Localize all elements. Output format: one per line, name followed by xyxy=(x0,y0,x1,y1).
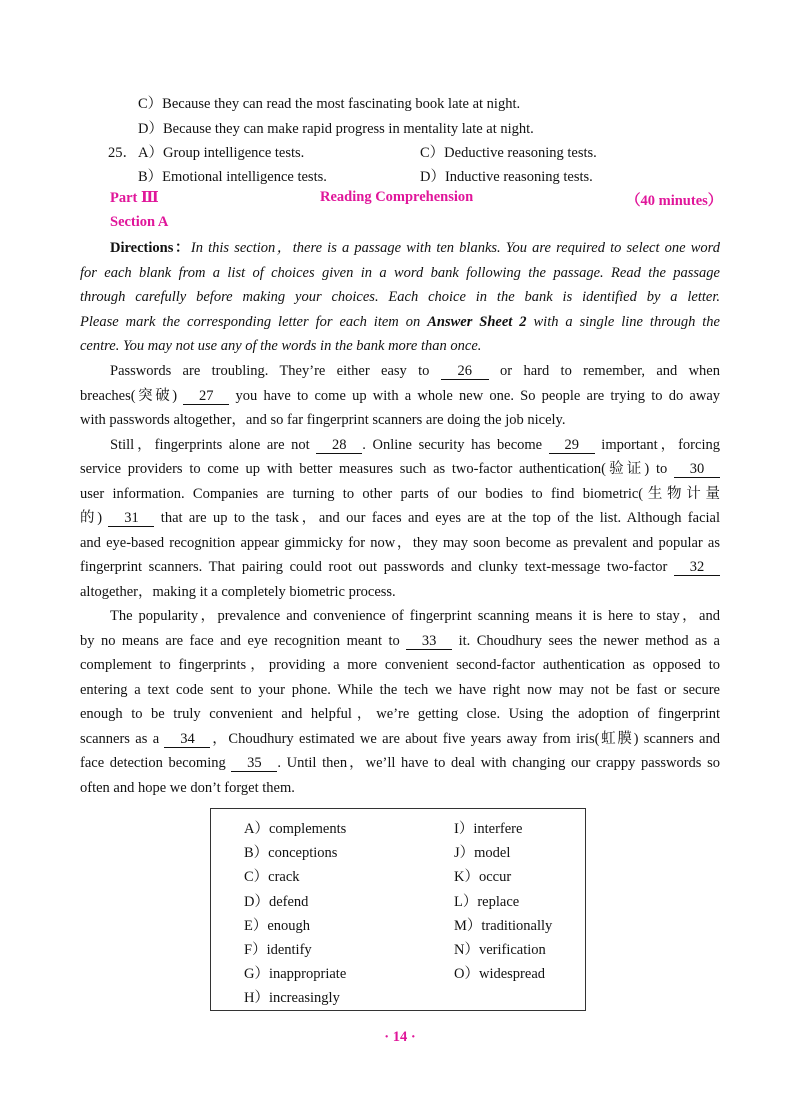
passage-text: Still，fingerprints alone are not xyxy=(110,437,317,453)
page-number: · 14 · xyxy=(384,1029,416,1045)
blank-32: 32 xyxy=(674,559,720,576)
passage-text: . Online security has become xyxy=(362,437,549,453)
word-bank-item: O）widespread xyxy=(454,966,546,983)
passage-text: altogether，making it a completely biometric process. xyxy=(80,584,396,600)
word-bank-item: E）enough xyxy=(244,917,311,934)
word-bank-item: F）identify xyxy=(244,941,312,958)
directions-line: In this section，there is a passage with ten blanks. You are required to select one word xyxy=(190,240,720,256)
passage-text: ，Choudhury estimated we are about five years away from iris(虹膜) scanners and xyxy=(210,731,720,747)
blank-33: 33 xyxy=(406,633,452,650)
passage-text: Passwords are troubling. They’re either easy to xyxy=(110,363,441,379)
part-time: （40 minutes） xyxy=(626,193,723,209)
word-bank-item: H）increasingly xyxy=(244,990,340,1007)
passage-text: it. Choudhury sees the newer method as a xyxy=(452,633,720,649)
word-bank-item: I）interfere xyxy=(454,821,523,837)
blank-31: 31 xyxy=(108,510,154,527)
word-bank-item: C）crack xyxy=(244,869,300,886)
blank-29: 29 xyxy=(549,437,595,454)
passage-text: scanners as a xyxy=(80,731,165,747)
word-bank-item: J）model xyxy=(454,845,511,862)
passage-text: or hard to remember, and when xyxy=(488,363,720,379)
word-bank-item: D）defend xyxy=(244,893,309,910)
passage-text: important，forcing xyxy=(594,437,720,453)
passage-text: by no means are face and eye recognition meant to xyxy=(80,633,407,649)
q25-option-d: D）Inductive reasoning tests. xyxy=(420,169,593,185)
word-bank-item: L）replace xyxy=(454,893,520,910)
directions-line: through carefully before making your choices. Each choice in the bank is identified by a letter. xyxy=(80,289,720,305)
passage-text: breaches(突破) xyxy=(80,388,184,404)
word-bank-item: M）traditionally xyxy=(454,917,553,934)
passage-text: fingerprint scanners. That pairing could root out passwords and clunky text-message two-factor xyxy=(80,559,674,575)
passage-text: . Until then，we’ll have to deal with changing our crappy passwords so xyxy=(277,755,720,771)
passage-text: enough to be truly convenient and helpful，we’re getting close. Using the adoption of fingerprint xyxy=(80,706,720,722)
word-bank-left-column xyxy=(244,817,346,1011)
passage-text: with passwords altogether，and so far fingerprint scanners are doing the job nicely. xyxy=(80,412,566,428)
word-bank-item: A）complements xyxy=(244,821,347,837)
part-title: Reading Comprehension xyxy=(320,189,474,205)
passage-text: user information. Companies are turning to other parts of our bodies to find biometric(生物计量 xyxy=(80,486,720,502)
blank-34: 34 xyxy=(164,731,210,748)
word-bank-item: B）conceptions xyxy=(244,845,338,862)
q25-option-b: B）Emotional intelligence tests. xyxy=(138,169,327,185)
q24-option-c: C）Because they can read the most fascinating book late at night. xyxy=(138,96,521,112)
word-bank-item: N）verification xyxy=(454,941,546,958)
passage-text: that are up to the task，and our faces and eyes are at the top of the list. Although facial xyxy=(154,510,720,526)
directions-line: centre. You may not use any of the words in the bank more than once. xyxy=(80,338,482,354)
directions-label: Directions： xyxy=(110,240,191,256)
answer-sheet-ref: Answer Sheet 2 xyxy=(427,314,527,330)
part-label: Part Ⅲ xyxy=(110,190,159,206)
blank-26: 26 xyxy=(441,363,489,380)
passage-text: 的) xyxy=(80,510,109,526)
passage-text: The popularity，prevalence and convenience of fingerprint scanning means it is here to stay，and xyxy=(110,608,720,624)
q25-number: 25． xyxy=(108,145,137,161)
directions-line: for each blank from a list of choices given in a word bank following the passage. Read the passage xyxy=(80,265,720,281)
directions-line: with a single line through the xyxy=(526,314,720,330)
q25-option-a: A）Group intelligence tests. xyxy=(138,145,305,161)
blank-35: 35 xyxy=(231,755,277,772)
passage-text: complement to fingerprints，providing a more convenient second-factor authentication as opposed to xyxy=(80,657,720,673)
directions-line: Please mark the corresponding letter for each item on xyxy=(80,314,428,330)
passage-text: you have to come up with a whole new one. So people are trying to do away xyxy=(229,388,721,404)
blank-30: 30 xyxy=(674,461,720,478)
word-bank xyxy=(210,808,586,1011)
passage-text: face detection becoming xyxy=(80,755,232,771)
passage-text: entering a text code sent to your phone. While the tech we have right now may not be fast or secure xyxy=(80,682,720,698)
section-title: Section A xyxy=(110,214,169,230)
word-bank-item: G）inappropriate xyxy=(244,966,347,983)
blank-27: 27 xyxy=(183,388,229,405)
blank-28: 28 xyxy=(316,437,362,454)
q24-option-d: D）Because they can make rapid progress in mentality late at night. xyxy=(138,121,534,137)
word-bank-item: K）occur xyxy=(454,869,512,886)
passage-text: often and hope we don’t forget them. xyxy=(80,780,295,796)
passage-text: and eye-based recognition appear gimmicky for now，they may soon become as prevalent and popular as xyxy=(80,535,720,551)
passage-text: service providers to come up with better measures such as two-factor authentication(验证) to xyxy=(80,461,674,477)
word-bank-right-column xyxy=(454,817,552,986)
q25-option-c: C）Deductive reasoning tests. xyxy=(420,145,597,161)
